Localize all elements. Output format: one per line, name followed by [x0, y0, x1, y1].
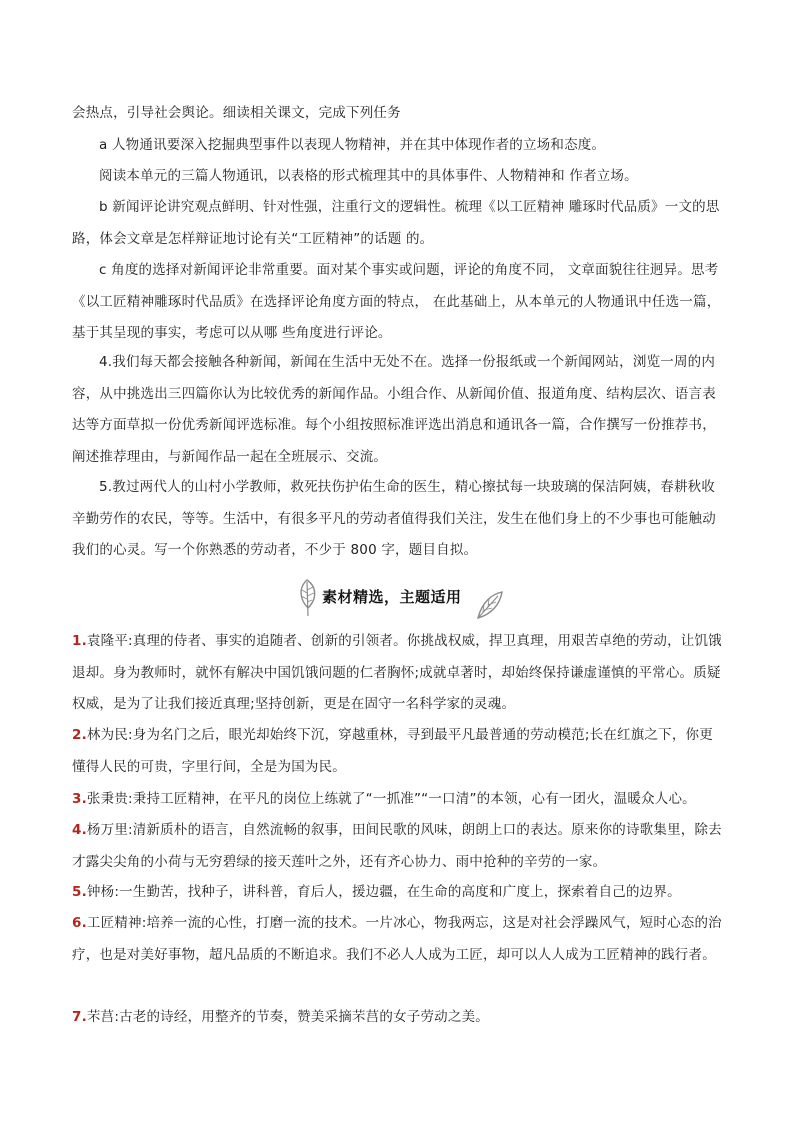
assignment-5: 5.教过两代人的山村小学教师，救死扶伤护佑生命的医生，精心擦拭每一块玻璃的保洁阿姨，春耕秋收辛勤劳作的农民，等等。生活中，有很多平凡的劳动者值得我们关注，发生在他们身上的不少事也可能触动我们的心灵。写一个你熟悉的劳动者，不少于 800 字，题目自拟。	[72, 479, 716, 558]
assignment-4: 4.我们每天都会接触各种新闻，新闻在生活中无处不在。选择一份报纸或一个新闻网站，浏览一周的内容，从中挑选出三四篇你认为比较优秀的新闻作品。小组合作、从新闻价值、报道角度、结构层次、语言表达等方面草拟一份优秀新闻评选标准。每个小组按照标准评选出消息和通讯各一篇，合作撰写一份推荐书，阐述推荐理由，与新闻作品一起在全班展示、交流。	[72, 354, 716, 465]
material-number: 2.	[72, 727, 87, 743]
material-number: 3.	[72, 791, 87, 807]
material-item	[72, 815, 722, 878]
material-item	[72, 908, 722, 971]
material-text: 杨万里:清新质朴的语言，自然流畅的叙事，田间民歌的风味，朗朗上口的表达。原来你的诗歌集里，除去才露尖尖角的小荷与无穷碧绿的接天莲叶之外，还有齐心协力、雨中抢种的辛劳的一家。	[72, 822, 722, 870]
material-item	[72, 720, 722, 783]
task-c: c 角度的选择对新闻评论非常重要。面对某个事实或问题，评论的角度不同， 文章面貌往往迥异。思考《以工匠精神雕琢时代品质》在选择评论角度方面的特点， 在此基础上，从本单元的人物通讯中任选一篇，基于其呈现的事实，考虑可以从哪 些角度进行评论。	[72, 262, 721, 341]
material-number: 1.	[72, 633, 87, 649]
material-text: 芣莒:古老的诗经，用整齐的节奏，赞美采摘芣莒的女子劳动之美。	[86, 1009, 489, 1025]
material-text: 袁隆平:真理的侍者、事实的追随者、创新的引领者。你挑战权威，捍卫真理，用艰苦卓绝的劳动，让饥饿退却。身为教师时，就怀有解决中国饥饿问题的仁者胸怀;成就卓著时，却始终保持谦虚谨慎的平常心。质疑权威，是为了让我们接近真理;坚持创新，更是在固守一名科学家的灵魂。	[72, 633, 722, 712]
material-text: 钟杨:一生勤苦，找种子，讲科普，育后人，援边疆，在生命的高度和广度上，探索着自己的边界。	[86, 884, 681, 900]
material-text: 工匠精神:培养一流的心性，打磨一流的技术。一片冰心，物我两忘，这是对社会浮躁风气，短时心态的治疗，也是对美好事物，超凡品质的不断追求。我们不必人人成为工匠，却可以人人成为工匠精神的践行者。	[72, 915, 722, 963]
task-a-instruction: 阅读本单元的三篇人物通讯，以表格的形式梳理其中的具体事件、人物精神和 作者立场。	[99, 168, 638, 184]
material-item	[72, 877, 722, 909]
task-a: a 人物通讯要深入挖掘典型事件以表现人物精神，并在其中体现作者的立场和态度。	[99, 137, 606, 153]
material-item	[72, 626, 722, 721]
leaf-right-icon	[474, 588, 504, 622]
section-banner	[296, 578, 506, 622]
material-number: 4.	[72, 822, 87, 838]
material-number: 7.	[72, 1009, 87, 1025]
material-number: 6.	[72, 915, 87, 931]
section-title: 素材精选，主题适用	[322, 588, 462, 606]
leaf-left-icon	[294, 578, 320, 618]
paragraph-intro-tail: 会热点，引导社会舆论。细读相关课文，完成下列任务	[72, 105, 401, 121]
material-number: 5.	[72, 884, 87, 900]
material-item	[72, 1002, 722, 1034]
material-text: 林为民:身为名门之后，眼光却始终下沉，穿越重林，寻到最平凡最普通的劳动模范;长在红旗之下，你更懂得人民的可贵，字里行间，全是为国为民。	[72, 727, 713, 775]
task-b: b 新闻评论讲究观点鲜明、针对性强，注重行文的逻辑性。梳理《以工匠精神 雕琢时代品质》一文的思路，体会文章是怎样辩证地讨论有关“工匠精神”的话题 的。	[72, 199, 720, 247]
material-item	[72, 784, 722, 816]
material-text: 张秉贵:秉持工匠精神，在平凡的岗位上练就了“一抓准”“一口清”的本领，心有一团火，温暖众人心。	[86, 791, 696, 807]
